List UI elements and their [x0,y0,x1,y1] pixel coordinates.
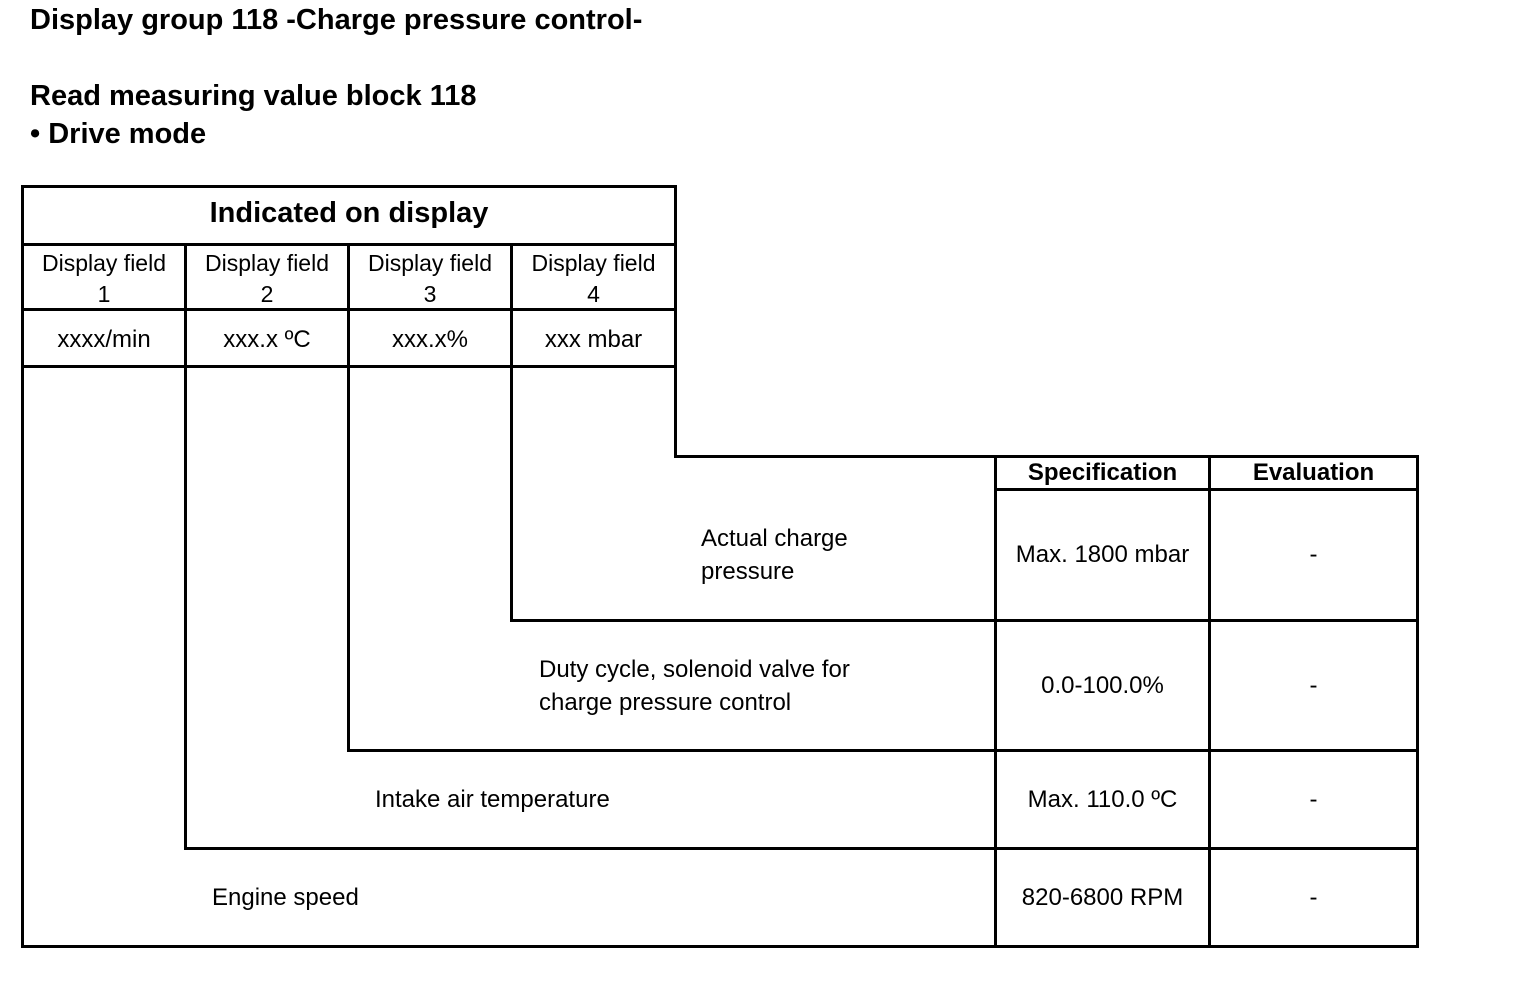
row-intake-air-temperature-label: Intake air temperature [375,786,610,813]
display-field-2-number: 2 [260,281,274,307]
label-line: Duty cycle, solenoid valve for [539,656,850,683]
display-field-1-line1: Display field [42,250,166,276]
row-intake-air-temperature-eval: - [1309,786,1318,813]
row-intake-air-temperature-spec: Max. 110.0 ºC [1027,786,1178,813]
display-field-2-unit: xxx.x ºC [223,326,311,353]
display-field-4-unit: xxx mbar [544,326,643,353]
label-line: Actual charge [701,525,848,552]
page-title: Display group 118 -Charge pressure control- [30,4,643,36]
row-engine-speed-spec: 820-6800 RPM [1021,884,1184,911]
label-line: charge pressure control [539,689,792,716]
display-field-4-header [513,248,674,310]
display-field-3-number: 3 [423,281,437,307]
row-actual-charge-pressure-label [701,522,848,588]
display-field-1-header [24,248,184,310]
mode-label: • Drive mode [30,118,207,150]
evaluation-header: Evaluation [1252,459,1375,486]
row-duty-cycle-label [539,653,850,719]
row-duty-cycle-spec: 0.0-100.0% [1041,672,1164,699]
row-engine-speed-label: Engine speed [212,884,359,911]
display-field-1-number: 1 [97,281,111,307]
row-actual-charge-pressure-spec: Max. 1800 mbar [1015,541,1190,568]
display-field-3-line1: Display field [368,250,492,276]
display-header: Indicated on display [209,197,489,229]
display-field-1-unit: xxxx/min [57,326,151,353]
row-duty-cycle-eval: - [1309,672,1318,699]
display-field-3-unit: xxx.x% [391,326,468,353]
row-engine-speed-eval: - [1309,884,1318,911]
display-field-3-header [350,248,510,310]
display-field-2-line1: Display field [205,250,329,276]
label-line: pressure [701,558,795,585]
display-field-4-line1: Display field [531,250,656,276]
display-field-4-number: 4 [587,281,600,307]
row-actual-charge-pressure-eval: - [1309,541,1318,568]
block-title: Read measuring value block 118 [30,80,477,112]
display-field-2-header [187,248,347,310]
specification-header: Specification [1027,459,1178,486]
